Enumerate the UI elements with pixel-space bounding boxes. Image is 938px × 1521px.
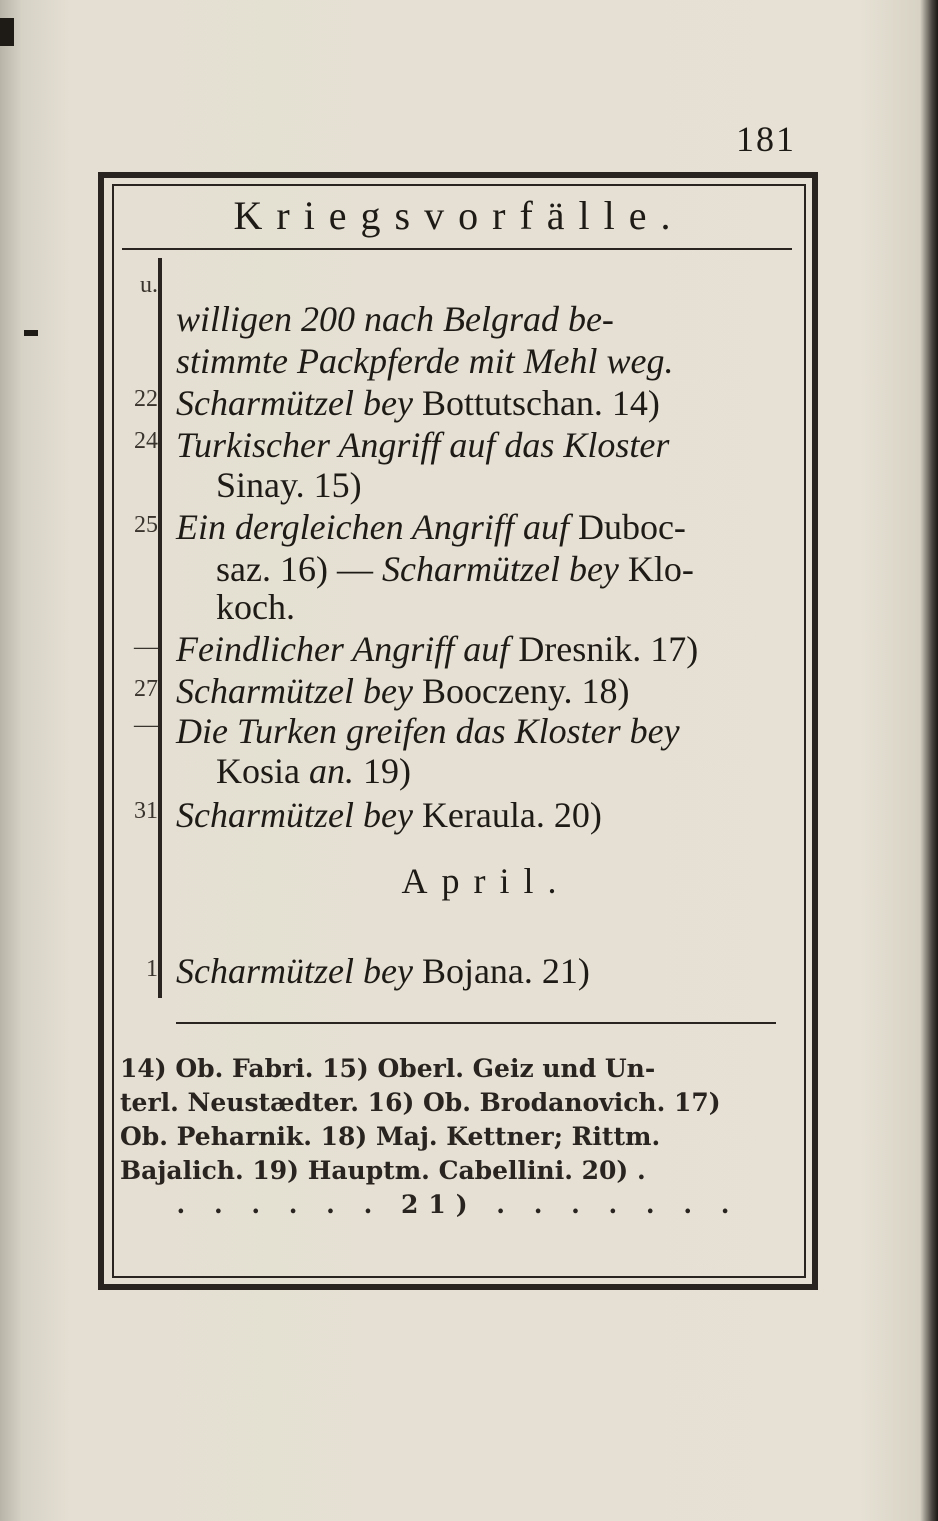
footnote-line: Ob. Peharnik. 18) Maj. Kettner; Rittm. <box>120 1122 661 1151</box>
entry-line: Kosia an. 19) <box>216 751 411 791</box>
footnote-line: Bajalich. 19) Hauptm. Cabellini. 20) . <box>120 1156 646 1185</box>
entry-line: Die Turken greifen das Kloster bey <box>176 711 680 751</box>
entry-line: Sinay. 15) <box>216 465 362 505</box>
page-number: 181 <box>736 119 796 159</box>
footnote-line: terl. Neustædter. 16) Ob. Brodanovich. 17) <box>120 1088 721 1117</box>
date-label: — <box>134 634 158 660</box>
page-heading: Kriegsvorfälle. <box>233 193 685 238</box>
binding-mark-top <box>0 18 14 46</box>
entry-line: Turkischer Angriff auf das Kloster <box>176 425 670 465</box>
heading-rule <box>122 248 792 250</box>
date-label: u. <box>140 272 158 298</box>
date-label: 1 <box>146 956 158 982</box>
entry-line: Scharmützel bey Keraula. 20) <box>176 795 602 835</box>
footnote-rule <box>176 1022 776 1024</box>
date-label: 27 <box>134 676 158 702</box>
entry-line: Scharmützel bey Booczeny. 18) <box>176 671 630 711</box>
entry-line: Scharmützel bey Bottutschan. 14) <box>176 383 660 423</box>
date-label: — <box>134 712 158 738</box>
date-label: 24 <box>134 428 158 454</box>
entry-line: Ein dergleichen Angriff auf Duboc- <box>176 507 686 547</box>
entry-line: Feindlicher Angriff auf Dresnik. 17) <box>176 629 699 669</box>
date-label: 25 <box>134 512 158 538</box>
date-label: 22 <box>134 386 158 412</box>
binding-mark-middle <box>24 330 38 336</box>
entry-line: stimmte Packpferde mit Mehl weg. <box>176 341 674 381</box>
footnote-line: 14) Ob. Fabri. 15) Oberl. Geiz und Un- <box>120 1054 656 1083</box>
date-column-rule <box>158 258 162 998</box>
footnote-line: . . . . . . 21) . . . . . . . <box>176 1190 740 1219</box>
entry-line: willigen 200 nach Belgrad be- <box>176 299 614 339</box>
entry-line: koch. <box>216 587 295 627</box>
entry-line: saz. 16) — Scharmützel bey Klo- <box>216 549 694 589</box>
entry-line: Scharmützel bey Bojana. 21) <box>176 951 590 991</box>
footnotes <box>120 1052 796 1222</box>
date-label: 31 <box>134 798 158 824</box>
month-heading: April. <box>401 861 571 901</box>
